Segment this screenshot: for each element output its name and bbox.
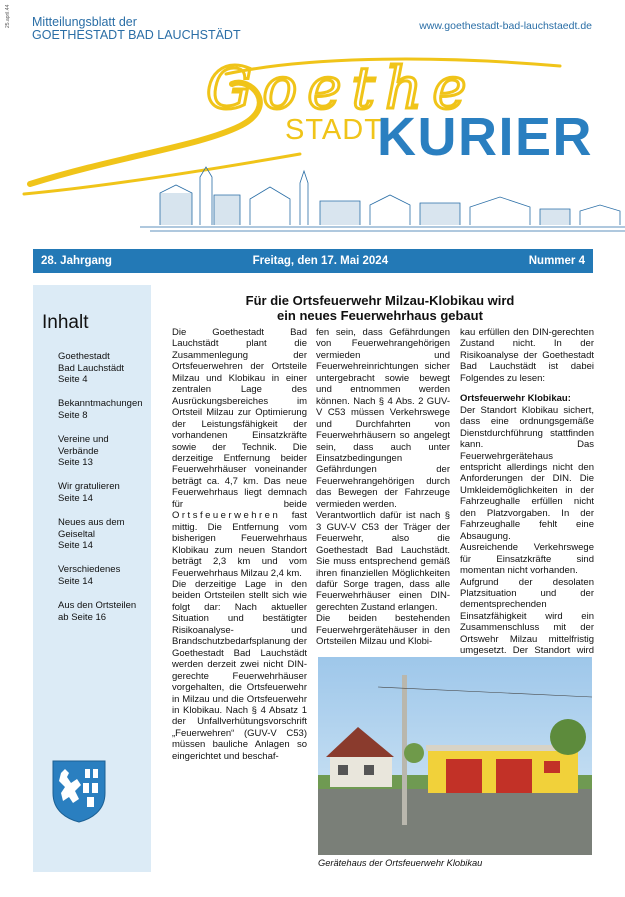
toc-item[interactable]: Verschiedenes Seite 14 [58,564,121,587]
article-headline [170,293,590,323]
toc-item[interactable]: Goethestadt Bad Lauchstädt Seite 4 [58,351,125,385]
col3-paragraph-3: Ausreichende Verkehrswege für Einsatzkräfte sind momentan nicht vorhanden. [460,542,594,577]
col1-paragraph [172,327,307,579]
toc-title: Inhalt [42,312,89,333]
col1-paragraph-2: Die derzeitige Lage in den beiden Ortsteilen stellt sich wie folgt dar: Nach aktueller Situation und bestätigter Risikoanalyse- und Brandschutzbedarfsplanung der Goethestadt Bad Lauchstädt werden derzeit zwei nicht DIN-gerechte Feuerwehrhäuser vorgehalten, die Ortsfeuerwehr in Milzau und die Ortsfeuerwehr in Klobikau. Nach § 4 Absatz 1 der Unfallverhütungsvorschrift „Feuerwehren“ (GUV-V C53) müssen bauliche Anlagen so eingerichtet und beschaf- [172,578,307,762]
col1-text-a: Die Goethestadt Bad Lauchstädt plant die Zusammenlegung der Ortsfeuerwehren der Ortsteile Milzau und Klobikau in einer zentralen Lage des Ausrückungsbereiches im Ortsteil Milzau zur Optimierung der Leistungsfähigkeit der vorhandenen Einsatzkräfte sowie der Technik. Die derzeitige Entfernung beider Feuerwehrhäuser voneinander beträgt ca. 4,7 km. Das neue Feuerwehrhaus liegt demnach für beide [172,327,307,510]
article-column-3 [460,327,594,668]
col2-paragraph-2: Verantwortlich dafür ist nach § 3 GUV-V C53 der Träger der Feuerwehr, also die Goethestadt Bad Lauchstädt. Sie muss entsprechend gemäß ihren finanziellen Möglichkeiten dafür Sorge tragen, dass alle Feuerwehrhäuser einen DIN-gerechten Zustand erlangen. [316,510,450,613]
kurier-wordmark: KURIER [377,107,594,167]
town-skyline-illustration [0,165,625,235]
col3-paragraph-4: Aufgrund der desolaten Platzsituation und der dementsprechenden Einsatzfähigkeit wird ein Zusammenschluss mit der Ortswehr Milzau mittelfristig umgesetzt. Der Standort wird [460,576,594,657]
masthead-line1: Mitteilungsblatt der [32,15,137,29]
col3-paragraph-1: kau erfüllen den DIN-gerechten Zustand nicht. In der Risikoanalyse der Goethestadt Bad Lauchstädt ist dabei Folgendes zu lesen: [460,327,594,384]
coat-of-arms-icon [51,759,107,823]
photo-caption: Gerätehaus der Ortsfeuerwehr Klobikau [318,858,483,868]
toc-list [58,351,151,636]
toc-item[interactable]: Neues aus dem Geiseltal Seite 14 [58,517,125,552]
col2-paragraph-1: fen sein, dass Gefährdungen von Feuerwehrangehörigen vermieden und Feuerwehreinrichtungen sicher untergebracht sowie bewegt und entnommen werden können. Nach § 4 Abs. 2 GUV-V C53 müssen Verkehrswege und Durchfahrten von Feuerwehrhäusern so angelegt sein, dass auch unter Einsatzbedingungen Gefährdungen der Feuerwehrangehörigen durch das Bewegen der Fahrzeuge vermieden werden. [316,327,450,510]
article-column-2 [316,327,450,648]
toc-item[interactable]: Wir gratulieren Seite 14 [58,481,120,504]
col3-paragraph-2: Der Standort Klobikau sichert, dass eine ordnungsgemäße Dienstdurchführung stattfinden kann. Das Feuerwehrgerätehaus entspricht allerdings nicht den Anforderungen der DIN. Die Umkleidemöglichkeiten in der Fahrzeughalle erfüllen nicht den Platzvorgaben. In der Fahrzeughalle fehlt eine Absaugung. [460,404,594,542]
col3-subheading: Ortsfeuerwehr Klobikau: [460,393,571,405]
website-link[interactable]: www.goethestadt-bad-lauchstaedt.de [419,20,592,32]
article-column-1 [172,327,307,762]
tiny-vertical-code: 25.april.44 [5,4,11,28]
toc-item[interactable]: Vereine und Verbände Seite 13 [58,434,109,469]
col1-spaced-word: Ortsfeuerwehren [172,510,281,522]
masthead-subtitle [32,16,241,42]
issue-number: Nummer 4 [528,255,585,267]
headline-line1: Für die Ortsfeuerwehr Milzau-Klobikau wird [245,293,515,308]
issue-info-band [33,249,593,273]
stadt-wordmark: STADT [285,114,383,146]
masthead-line2: GOETHESTADT BAD LAUCHSTÄDT [32,28,241,42]
col2-paragraph-3: Die beiden bestehenden Feuerwehrgerätehäuser in den Ortsteilen Milzau und Klobi- [316,613,450,648]
fire-station-photo [318,657,592,855]
toc-item[interactable]: Bekanntmachungen Seite 8 [58,398,143,421]
goethe-script-word: Goethe [206,54,477,122]
table-of-contents-sidebar [33,285,151,872]
toc-item[interactable]: Aus den Ortsteilen ab Seite 16 [58,600,137,623]
col1-text-b: fast mittig. Die Entfernung vom bisherigen Feuerwehrhaus Klobikau zum neuen Standort beträgt 2,3 km und vom Feuerwehrhaus Milzau 2,4 km. [172,510,307,579]
headline-line2: ein neues Feuerwehrhaus gebaut [277,308,483,323]
jahrgang-label: 28. Jahrgang [41,255,112,267]
issue-date: Freitag, den 17. Mai 2024 [252,255,389,267]
